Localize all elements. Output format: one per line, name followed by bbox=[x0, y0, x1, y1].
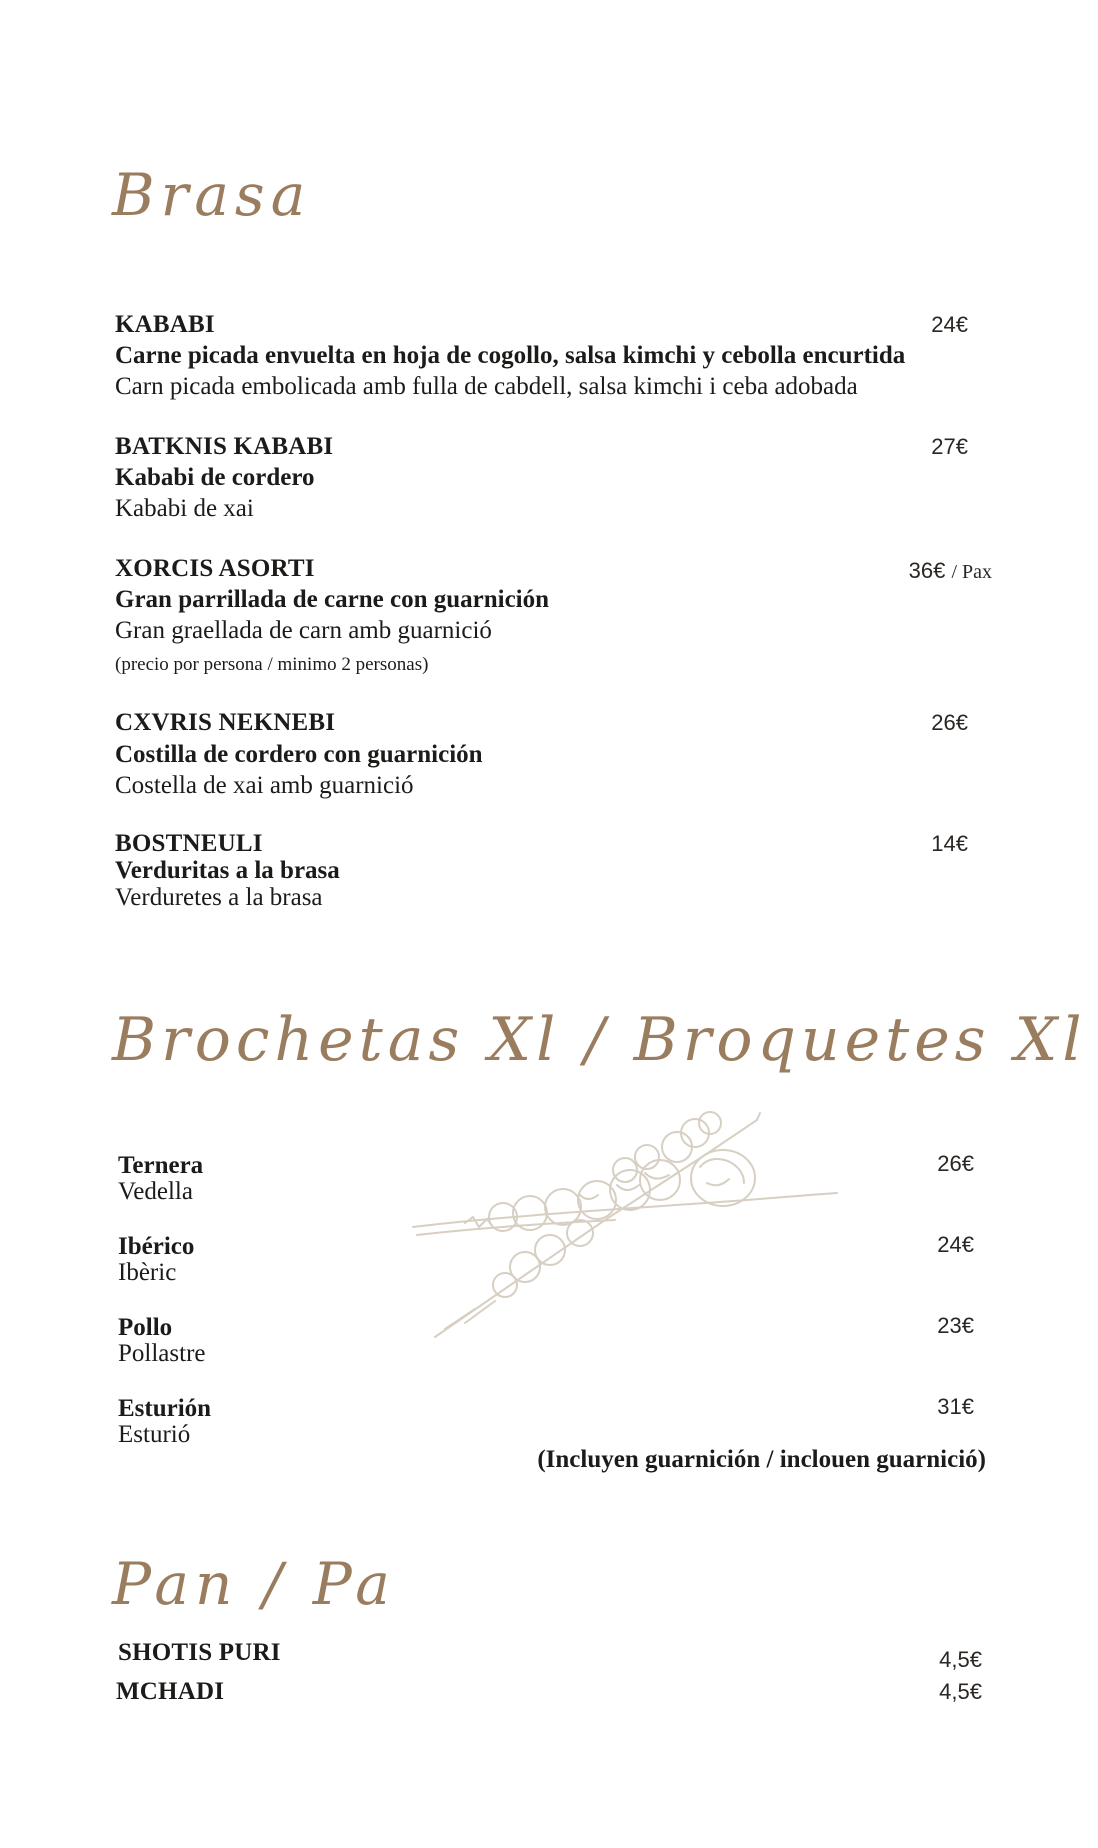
dish-price: 31€ bbox=[937, 1394, 974, 1419]
dish-price: 26€ bbox=[931, 710, 968, 735]
dish-name: SHOTIS PURI bbox=[118, 1639, 281, 1666]
dish-desc-ca: Esturió bbox=[118, 1421, 191, 1448]
skewer-illustration-icon bbox=[405, 1085, 845, 1345]
dish-desc-ca: Carn picada embolicada amb fulla de cabdell, salsa kimchi i ceba adobada bbox=[115, 373, 858, 400]
dish-name: BOSTNEULI bbox=[115, 830, 263, 857]
section-title-brochetas: Brochetas Xl / Broquetes Xl bbox=[112, 1005, 1087, 1075]
dish-price: 27€ bbox=[931, 434, 968, 459]
dish-desc-es: Costilla de cordero con guarnición bbox=[115, 741, 483, 768]
dish-note: (precio por persona / minimo 2 personas) bbox=[115, 654, 429, 675]
dish-desc-ca: Ibèric bbox=[118, 1259, 177, 1286]
dish-price: 4,5€ bbox=[939, 1647, 982, 1672]
section-title-brasa: Brasa bbox=[112, 161, 312, 229]
dish-name: XORCIS ASORTI bbox=[115, 555, 315, 582]
dish-desc-es: Verduritas a la brasa bbox=[115, 857, 340, 884]
dish-price: 23€ bbox=[937, 1313, 974, 1338]
price-unit: / Pax bbox=[951, 561, 992, 583]
dish-desc-es: Kababi de cordero bbox=[115, 464, 315, 491]
dish-price: 14€ bbox=[931, 831, 968, 856]
dish-desc-es: Gran parrillada de carne con guarnición bbox=[115, 586, 550, 613]
dish-name: BATKNIS KABABI bbox=[115, 433, 334, 460]
dish-name: KABABI bbox=[115, 311, 215, 338]
section-title-pan: Pan / Pa bbox=[112, 1550, 396, 1618]
dish-desc-es: Carne picada envuelta en hoja de cogollo, salsa kimchi y cebolla encurtida bbox=[115, 342, 906, 369]
dish-desc-ca: Vedella bbox=[118, 1178, 193, 1205]
dish-desc-ca: Verduretes a la brasa bbox=[115, 884, 323, 911]
dish-price bbox=[880, 556, 992, 587]
dish-desc-ca: Pollastre bbox=[118, 1340, 206, 1367]
dish-price: 24€ bbox=[937, 1232, 974, 1257]
dish-desc-ca: Kababi de xai bbox=[115, 495, 254, 522]
brochetas-footnote: (Incluyen guarnición / inclouen guarnició) bbox=[537, 1446, 986, 1473]
price-value: 36€ bbox=[908, 558, 946, 583]
dish-desc-ca: Gran graellada de carn amb guarnició bbox=[115, 617, 492, 644]
dish-price: 26€ bbox=[937, 1151, 974, 1176]
dish-name: MCHADI bbox=[116, 1678, 225, 1705]
dish-desc-ca: Costella de xai amb guarnició bbox=[115, 772, 414, 799]
dish-name: Ibérico bbox=[118, 1233, 195, 1260]
dish-price: 24€ bbox=[931, 312, 968, 337]
dish-name: Pollo bbox=[118, 1314, 173, 1341]
dish-name: CXVRIS NEKNEBI bbox=[115, 709, 336, 736]
dish-name: Esturión bbox=[118, 1395, 212, 1422]
dish-price: 4,5€ bbox=[939, 1679, 982, 1704]
dish-name: Ternera bbox=[118, 1152, 204, 1179]
